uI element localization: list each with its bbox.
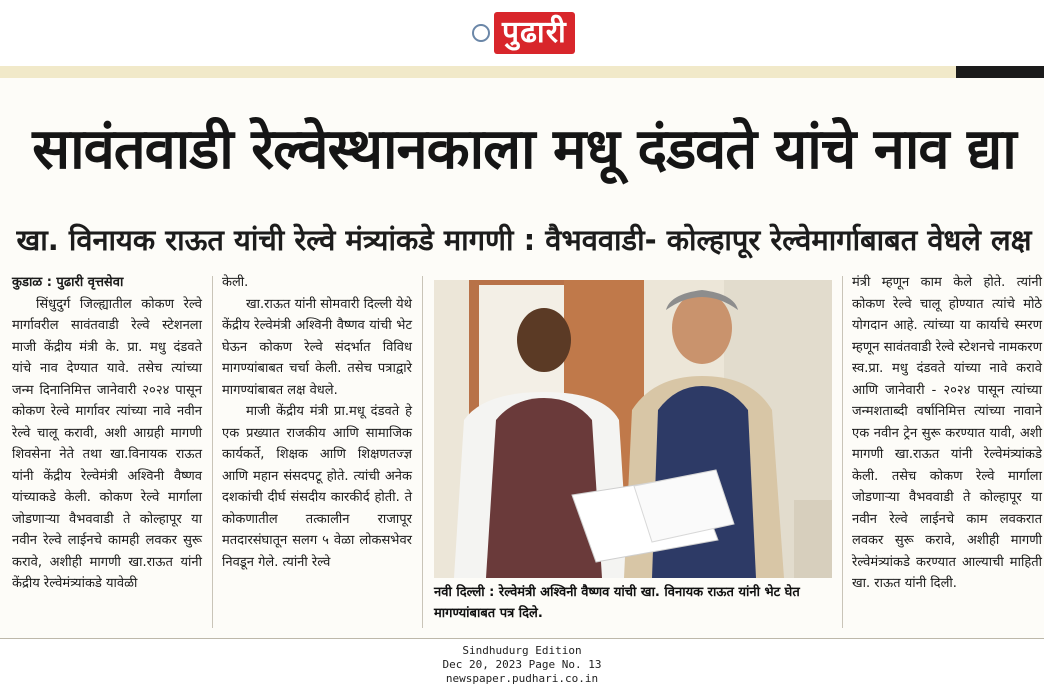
photo-illustration <box>434 280 832 578</box>
masthead <box>0 0 1044 66</box>
article-column-2 <box>222 272 412 573</box>
globe-icon <box>472 24 490 42</box>
footer-rule <box>0 638 1044 639</box>
column-2-lead: केली. <box>222 275 249 290</box>
article-column-3 <box>852 272 1042 595</box>
site-url: newspaper.pudhari.co.in <box>445 672 599 685</box>
logo-text: पुढारी <box>494 12 575 54</box>
column-divider <box>842 276 843 628</box>
column-2-paragraph-2: माजी केंद्रीय मंत्री प्रा.मधू दंडवते हे एक प्रख्यात राजकीय आणि सामाजिक कार्यकर्ते, शिक्षक आणि शिक्षणतज्ज्ञ आणि महान संसदपटू होते. त्यांची अनेक दशकांची दीर्घ संसदीय कारकीर्द होती. ते कोकणातील तत्कालीन राजापूर मतदारसंघातून सलग ५ वेळा लोकसभेवर निवडून गेले. त्यांनी रेल्वे <box>222 404 412 570</box>
column-divider <box>212 276 213 628</box>
edition-footer <box>0 644 1044 686</box>
column-divider <box>422 276 423 628</box>
edition-name: Sindhudurg Edition <box>462 644 582 657</box>
subheadline: खा. विनायक राऊत यांची रेल्वे मंत्र्यांकडे मागणी : वैभववाडी- कोल्हापूर रेल्वेमार्गाबाबत वेधले लक्ष <box>16 223 1032 257</box>
dateline: कुडाळ : पुढारी वृत्तसेवा <box>12 275 124 290</box>
article-column-1 <box>12 272 202 595</box>
column-1-text: सिंधुदुर्ग जिल्ह्यातील कोकण रेल्वे मार्गावरील सावंतवाडी रेल्वे स्टेशनला माजी केंद्रीय मंत्री के. प्रा. मधु दंडवते यांचे नाव देण्यात यावे. तसेच त्यांच्या जन्म दिनानिमित्त जानेवारी २०२४ पासून कोकण रेल्वे मार्गावर त्यांच्या नावे नवीन रेल्वे चालू करावी, अशी आग्रही मागणी शिवसेना नेते तथा खा.विनायक राऊत यांनी केंद्रीय रेल्वेमंत्री अश्विनी वैष्णव यांच्याकडे केली. कोकण रेल्वे मार्गाला जोडणाऱ्या वैभववाडी ते कोल्हापूर या नवीन रेल्वे लाईनचे कामही लवकर सुरू करावे, अशीही मागणी खा.राऊत यांनी केंद्रीय रेल्वेमंत्र्यांकडे यावेळी <box>12 296 202 591</box>
page-tab <box>956 66 1044 78</box>
logo <box>472 10 575 56</box>
date-page: Dec 20, 2023 Page No. 13 <box>442 658 602 671</box>
header-band <box>0 66 1044 78</box>
column-3-text: मंत्री म्हणून काम केले होते. त्यांनी कोकण रेल्वे चालू होण्यात त्यांचे मोठे योगदान आहे. त्यांच्या या कार्याचे स्मरण म्हणून सावंतवाडी रेल्वे स्टेशनचे नामकरण स्व.प्रा. मधु दंडवते यांच्या नावे करावे आणि जानेवारी - २०२४ पासून त्यांच्या जन्मशताब्दी वर्षानिमित्त त्यांच्या नावाने एक नवीन ट्रेन सुरू करण्यात यावी, अशी मागणी खा.राऊत यांनी रेल्वेमंत्र्यांकडे केली. तसेच कोकण रेल्वे मार्गाला जोडणाऱ्या वैभववाडी ते कोल्हापूर या नवीन रेल्वे लाईनचे काम लवकरात लवकर सुरू करावे, अशीही मागणी रेल्वेमंत्र्यांकडे करण्यात आल्याची माहिती खा. राऊत यांनी दिली. <box>852 275 1042 591</box>
column-2-paragraph-1: खा.राऊत यांनी सोमवारी दिल्ली येथे केंद्रीय रेल्वेमंत्री अश्विनी वैष्णव यांची भेट घेऊन कोकण रेल्वे संदर्भात विविध मागण्यांबाबत चर्चा केली. तसेच पत्राद्वारे मागण्यांबाबत लक्ष वेधले. <box>222 296 412 398</box>
news-photo <box>434 280 832 578</box>
photo-caption: नवी दिल्ली : रेल्वेमंत्री अश्विनी वैष्णव यांची खा. विनायक राऊत यांनी भेट घेत मागण्यांबाबत पत्र दिले. <box>434 585 800 621</box>
headline: सावंतवाडी रेल्वेस्थानकाला मधू दंडवते यांचे नाव द्या <box>32 117 1016 182</box>
